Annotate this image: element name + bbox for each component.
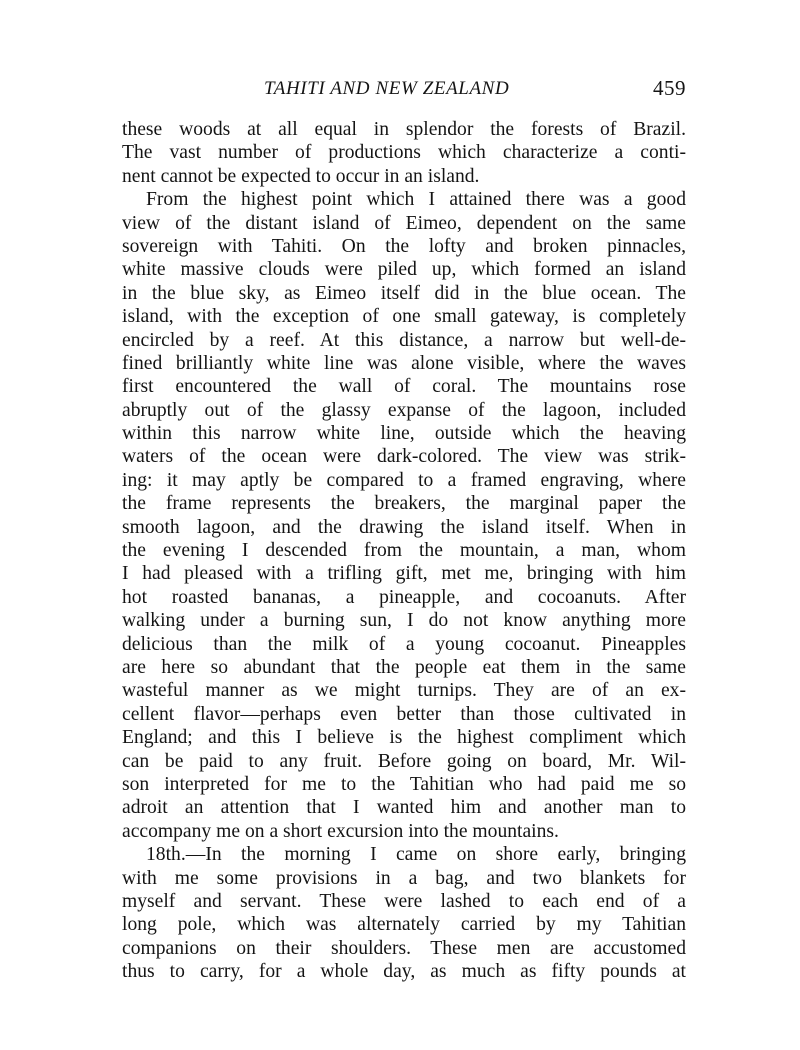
text-line: the evening I descended from the mountain, a man, whom <box>122 540 686 562</box>
text-line: companions on their shoulders. These men are accustomed <box>122 937 686 959</box>
text-line: England; and this I believe is the highest compliment which <box>122 727 686 749</box>
text-line: with me some provisions in a bag, and two blankets for <box>122 867 686 889</box>
text-line: From the highest point which I attained there was a good <box>146 189 686 211</box>
text-line: smooth lagoon, and the drawing the island itself. When in <box>122 516 686 538</box>
text-line: adroit an attention that I wanted him and another man to <box>122 797 686 819</box>
text-line: wasteful manner as we might turnips. They are of an ex- <box>122 680 686 702</box>
text-line: ing: it may aptly be compared to a framed engraving, where <box>122 469 686 491</box>
text-line: I had pleased with a trifling gift, met me, bringing with him <box>122 563 686 585</box>
text-line: 18th.—In the morning I came on shore early, bringing <box>146 844 686 866</box>
text-line: island, with the exception of one small gateway, is completely <box>122 306 686 328</box>
text-line: sovereign with Tahiti. On the lofty and broken pinnacles, <box>122 235 686 257</box>
body-text <box>122 118 686 983</box>
text-line: The vast number of productions which characterize a conti- <box>122 142 686 164</box>
running-header <box>122 78 686 108</box>
text-line: in the blue sky, as Eimeo itself did in the blue ocean. The <box>122 282 686 304</box>
text-line: son interpreted for me to the Tahitian who had paid me so <box>122 773 686 795</box>
text-line: delicious than the milk of a young cocoanut. Pineapples <box>122 633 686 655</box>
text-line: long pole, which was alternately carried by my Tahitian <box>122 914 686 936</box>
text-line: waters of the ocean were dark-colored. The view was strik- <box>122 446 686 468</box>
text-line: accompany me on a short excursion into the mountains. <box>122 820 559 842</box>
text-line: hot roasted bananas, a pineapple, and cocoanuts. After <box>122 586 686 608</box>
text-line: encircled by a reef. At this distance, a narrow but well-de- <box>122 329 686 351</box>
text-line: the frame represents the breakers, the marginal paper the <box>122 493 686 515</box>
text-line: white massive clouds were piled up, which formed an island <box>122 259 686 281</box>
text-line: cellent flavor—perhaps even better than those cultivated in <box>122 703 686 725</box>
text-line: myself and servant. These were lashed to each end of a <box>122 890 686 912</box>
text-line: fined brilliantly white line was alone visible, where the waves <box>122 352 686 374</box>
text-line: walking under a burning sun, I do not know anything more <box>122 610 686 632</box>
text-line: these woods at all equal in splendor the forests of Brazil. <box>122 119 686 140</box>
text-line: first encountered the wall of coral. The mountains rose <box>122 376 686 398</box>
page-number: 459 <box>653 76 686 100</box>
text-line: within this narrow white line, outside which the heaving <box>122 423 686 445</box>
text-line: can be paid to any fruit. Before going on board, Mr. Wil- <box>122 750 686 772</box>
running-title: TAHITI AND NEW ZEALAND <box>264 78 510 99</box>
text-line: are here so abundant that the people eat them in the same <box>122 656 686 678</box>
text-line: view of the distant island of Eimeo, dependent on the same <box>122 212 686 234</box>
text-line: thus to carry, for a whole day, as much as fifty pounds at <box>122 961 686 983</box>
text-line: nent cannot be expected to occur in an island. <box>122 165 480 187</box>
text-line: abruptly out of the glassy expanse of the lagoon, included <box>122 399 686 421</box>
